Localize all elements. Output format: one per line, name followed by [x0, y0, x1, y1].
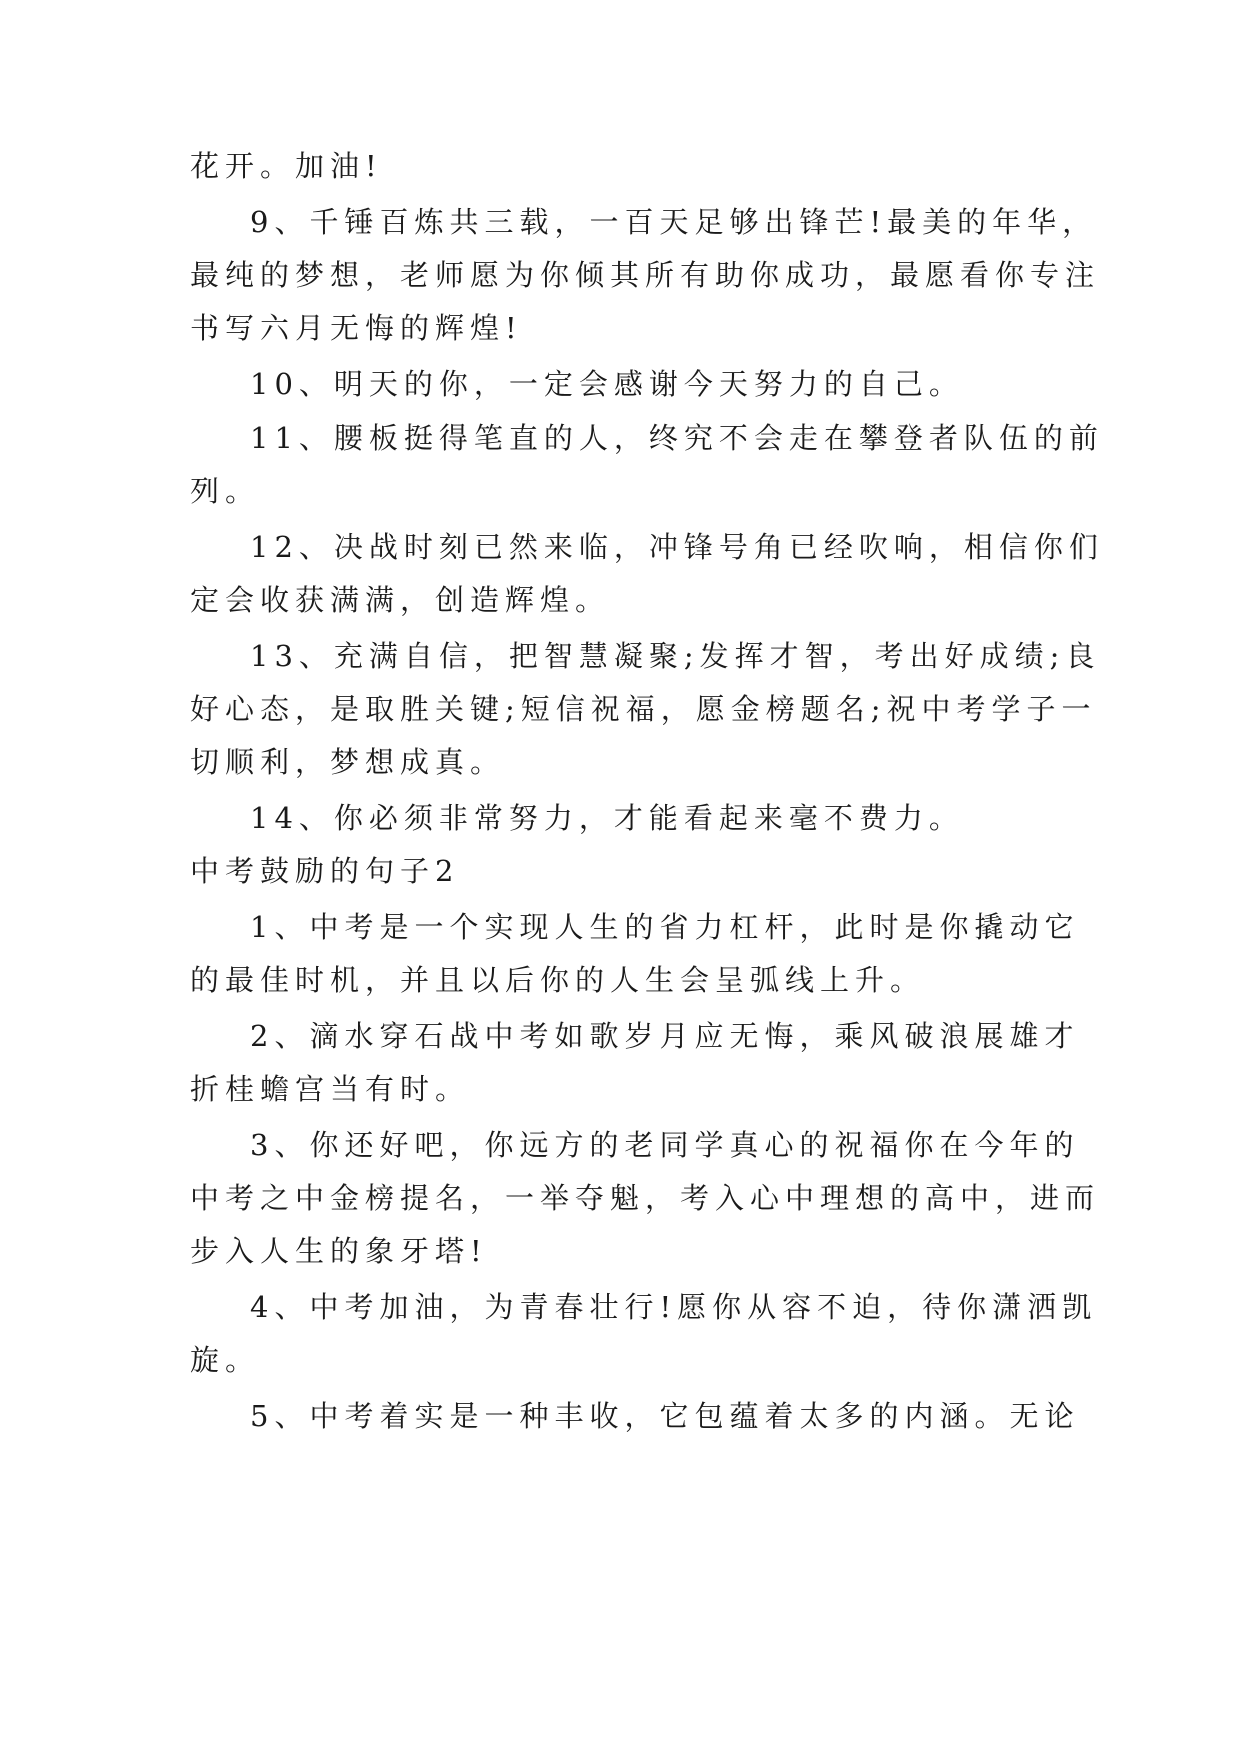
text-line: 最纯的梦想，老师愿为你倾其所有助你成功，最愿看你专注 — [190, 258, 1101, 292]
text-line: 中考之中金榜提名，一举夺魁，考入心中理想的高中，进而 — [190, 1181, 1101, 1215]
text-line: 切顺利，梦想成真。 — [190, 745, 506, 779]
text-line: 11、腰板挺得笔直的人，终究不会走在攀登者队伍的前 — [250, 421, 1104, 455]
text-line: 3、你还好吧，你远方的老同学真心的祝福你在今年的 — [250, 1128, 1080, 1162]
text-line: 书写六月无悔的辉煌! — [190, 311, 523, 345]
text-line: 14、你必须非常努力，才能看起来毫不费力。 — [250, 801, 964, 835]
text-line: 4、中考加油，为青春壮行!愿你从容不迫，待你潇洒凯 — [250, 1290, 1098, 1324]
text-line: 的最佳时机，并且以后你的人生会呈弧线上升。 — [190, 963, 926, 997]
text-line: 花开。加油! — [190, 149, 383, 183]
text-line: 9、千锤百炼共三载，一百天足够出锋芒!最美的年华， — [250, 205, 1098, 239]
text-line: 旋。 — [190, 1343, 261, 1377]
text-line: 好心态，是取胜关键;短信祝福，愿金榜题名;祝中考学子一 — [190, 692, 1097, 726]
text-line: 1、中考是一个实现人生的省力杠杆，此时是你撬动它 — [250, 910, 1080, 944]
text-line: 12、决战时刻已然来临，冲锋号角已经吹响，相信你们 — [250, 530, 1104, 564]
text-line: 步入人生的象牙塔! — [190, 1234, 488, 1268]
text-line: 定会收获满满，创造辉煌。 — [190, 583, 611, 617]
text-line: 10、明天的你，一定会感谢今天努力的自己。 — [250, 367, 964, 401]
text-line: 2、滴水穿石战中考如歌岁月应无悔，乘风破浪展雄才 — [250, 1019, 1080, 1053]
text-line: 折桂蟾宫当有时。 — [190, 1072, 471, 1106]
text-line: 5、中考着实是一种丰收，它包蕴着太多的内涵。无论 — [250, 1399, 1080, 1433]
section-heading: 中考鼓励的句子2 — [190, 854, 460, 888]
text-line: 13、充满自信，把智慧凝聚;发挥才智，考出好成绩;良 — [250, 639, 1101, 673]
text-line: 列。 — [190, 474, 261, 508]
